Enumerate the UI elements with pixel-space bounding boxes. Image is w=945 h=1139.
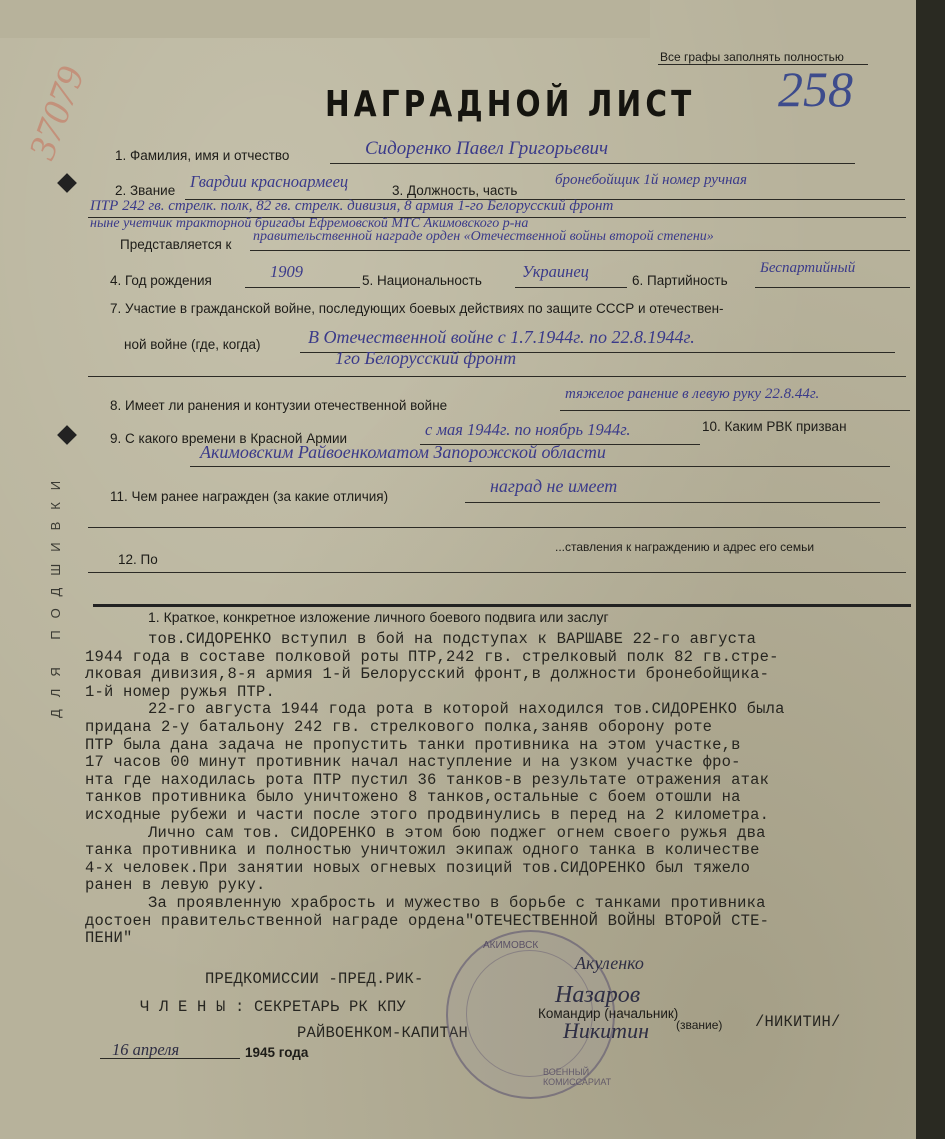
represent-value: правительственной награде орден «Отечественной войны второй степени» — [253, 229, 714, 244]
feat-line: ПЕНИ" — [85, 929, 133, 948]
side-label-for-binding: ДЛЯ ПОДШИВКИ — [48, 468, 63, 718]
binding-hole-mark — [57, 173, 77, 193]
field-7-label-b: ной войне (где, когда) — [124, 337, 261, 352]
feat-line: лковая дивизия,8-я армия 1-й Белорусский фронт,в должности бронебойщика- — [85, 665, 770, 684]
field-7-value-a: В Отечественной войне с 1.7.1944г. по 22.8.1944г. — [308, 327, 695, 347]
fill-instruction: Все графы заполнять полностью — [660, 50, 844, 64]
feat-line: За проявленную храбрость и мужество в борьбе с танками противника — [148, 894, 766, 912]
feat-line: ПТР была дана задача не пропустить танки противника на этом участке,в — [85, 735, 741, 754]
feat-line: 17 часов 00 минут противник начал наступление и на узком участке фро- — [85, 753, 741, 772]
field-5-value: Украинец — [522, 262, 589, 281]
field-7-value-b: 1го Белорусский фронт — [335, 348, 517, 368]
field-10-label: 10. Каким РВК призван — [702, 419, 847, 434]
feat-line: 22-го августа 1944 года рота в которой находился тов.СИДОРЕНКО была — [148, 700, 785, 719]
binding-hole-mark — [57, 425, 77, 445]
field-11-value: наград не имеет — [490, 476, 618, 496]
signature-3: Никитин — [563, 1018, 649, 1043]
field-8-label: 8. Имеет ли ранения и контузии отечественной войне — [110, 398, 448, 413]
field-5-label: 5. Национальность — [362, 273, 482, 288]
commission-members: Ч Л Е Н Ы : СЕКРЕТАРЬ РК КПУ — [140, 998, 407, 1016]
field-6-value: Беспартийный — [760, 260, 856, 276]
section-separator — [93, 604, 911, 607]
feat-line: придана 2-у батальону 242 гв. стрелкового полка,заняв оборону роте — [85, 718, 713, 736]
field-3-value: бронебойщик 1й номер ручная — [555, 172, 748, 188]
field-3-continuation-2: ныне учетчик тракторной бригады Ефремовской МТС Акимовского р-на — [90, 216, 529, 231]
field-11-label: 11. Чем ранее награжден (за какие отличия) — [110, 489, 389, 504]
covered-area — [0, 0, 650, 38]
archive-red-number: 37079 — [20, 61, 93, 165]
stamp-bottom-text: ВОЕННЫЙ КОМИССАРИАТ — [543, 1067, 612, 1087]
field-12-label: 12. По — [118, 552, 158, 567]
feat-line: нта где находилась рота ПТР пустил 36 танков-в результате отражения атак — [85, 770, 770, 789]
rvk-captain: РАЙВОЕНКОМ-КАПИТАН — [297, 1024, 469, 1042]
field-7-label-a: 7. Участие в гражданской войне, последующих боевых действиях по защите СССР и отечествен- — [110, 301, 724, 316]
represent-label: Представляется к — [120, 237, 232, 252]
signature-2: Назаров — [555, 982, 641, 1008]
feat-line: 1944 года в составе полковой роты ПТР,242 гв. стрелковый полк 82 гв.стре- — [85, 647, 779, 666]
feat-line: Лично сам тов. СИДОРЕНКО в этом бою поджег огнем своего ружья два — [148, 823, 766, 842]
commander-label: Командир (начальник) — [538, 1006, 679, 1021]
field-4-value: 1909 — [270, 262, 303, 281]
document-title: НАГРАДНОЙ ЛИСТ — [325, 84, 696, 125]
feat-line: 1-й номер ружья ПТР. — [85, 682, 276, 701]
stamp-top-text: АКИМОВСК — [483, 940, 539, 951]
field-1-label: 1. Фамилия, имя и отчество — [115, 148, 290, 163]
feat-heading: 1. Краткое, конкретное изложение личного боевого подвига или заслуг — [148, 609, 609, 625]
field-9-label: 9. С какого времени в Красной Армии — [110, 431, 348, 446]
field-2-label: 2. Звание — [115, 183, 176, 198]
signature-1: Акуленко — [575, 953, 644, 973]
field-3-label: 3. Должность, часть — [392, 183, 518, 198]
commission-chair: ПРЕДКОМИССИИ -ПРЕД.РИК- — [205, 970, 424, 988]
field-1-value: Сидоренко Павел Григорьевич — [365, 138, 609, 159]
handwritten-sheet-number: 258 — [778, 61, 853, 117]
field-10-value: Акимовским Райвоенкоматом Запорожской области — [200, 442, 606, 462]
field-9-value: с мая 1944г. по ноябрь 1944г. — [425, 420, 631, 439]
feat-line: исходные рубежи и части после этого продвинулись в перед на 2 километра. — [85, 806, 770, 824]
date-handwritten: 16 апреля — [112, 1040, 180, 1059]
feat-line: достоен правительственной награде ордена"ОТЕЧЕСТВЕННОЙ ВОЙНЫ ВТОРОЙ СТЕ- — [85, 911, 770, 930]
feat-line: танка противника и полностью уничтожил экипаж одного танка в количестве — [85, 841, 760, 860]
field-4-label: 4. Год рождения — [110, 273, 212, 288]
field-3-continuation-1: ПТР 242 гв. стрелк. полк, 82 гв. стрелк. дивизия, 8 армия 1-го Белорусский фронт — [90, 198, 614, 214]
feat-line: тов.СИДОРЕНКО вступил в бой на подступах к ВАРШАВЕ 22-го августа — [148, 630, 757, 648]
commander-surname: /НИКИТИН/ — [755, 1013, 841, 1031]
field-8-value: тяжелое ранение в левую руку 22.8.44г. — [565, 386, 820, 402]
rank-label: (звание) — [676, 1018, 723, 1032]
field-2-value: Гвардии красноармеец — [190, 172, 349, 191]
feat-line: танков противника было уничтожено 8 танков,остальные с боем отошли на — [85, 788, 741, 807]
feat-line: ранен в левую руку. — [85, 876, 266, 895]
date-year: 1945 года — [245, 1045, 309, 1060]
scan-edge — [916, 0, 945, 1139]
field-6-label: 6. Партийность — [632, 273, 728, 288]
feat-line: 4-х человек.При занятии новых огневых позиций тов.СИДОРЕНКО был тяжело — [85, 858, 751, 877]
field-12-tail: ...ставления к награждению и адрес его семьи — [555, 540, 815, 554]
